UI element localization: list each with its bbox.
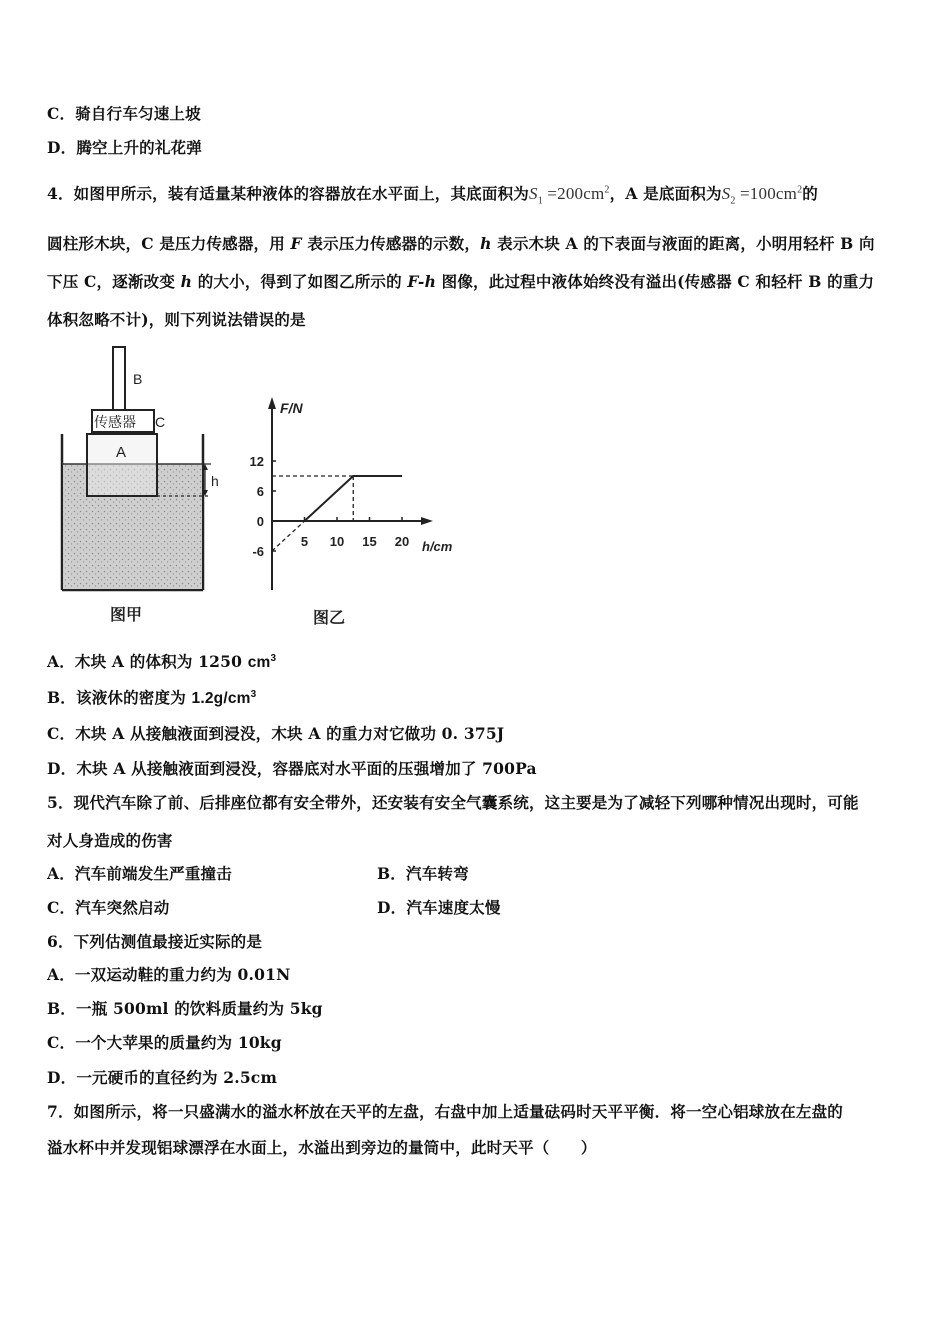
label-b: B [133,371,143,387]
q3-option-c: C．骑自行车匀速上坡 [47,104,201,123]
x-tick-label: 10 [329,534,345,549]
q4-option-d: D．木块 A 从接触液面到浸没，容器底对水平面的压强增加了 700Pa [47,759,537,778]
label-a: A [116,444,127,461]
q5-stem-line1: 5．现代汽车除了前、后排座位都有安全带外，还安装有安全气囊系统，这主要是为了减轻下列哪种情况出现时，可能 [47,793,859,812]
q4-stem-line3: 下压 C，逐渐改变 h 的大小，得到了如图乙所示的 F-h 图像，此过程中液体始终没有溢出(传感器 C 和轻杆 B 的重力 [47,272,875,291]
q7-stem-line2: 溢水杯中并发现铝球漂浮在水面上，水溢出到旁边的量筒中，此时天平（ ） [47,1138,597,1157]
y-axis-arrow [268,397,276,409]
q6-stem: 6．下列估测值最接近实际的是 [47,932,263,951]
q6-option-b: B．一瓶 500ml 的饮料质量约为 5kg [47,999,323,1018]
q4-option-b: B．该液休的密度为 $1.2g/cm^3$ [47,688,257,707]
x-tick-label: 15 [362,534,377,549]
q3-option-d: D．腾空上升的礼花弹 [47,138,202,157]
q4-option-c: C．木块 A 从接触液面到浸没，木块 A 的重力对它做功 0. 375J [47,724,505,743]
q6-option-d: D．一元硬币的直径约为 2.5cm [47,1068,278,1087]
q5-option-a: A．汽车前端发生严重撞击 [47,864,232,883]
x-axis-arrow [421,517,433,525]
label-sensor: 传感器 [94,414,136,430]
s1-formula: $S_1 =200cm^2$ [529,184,610,207]
caption-figure-a: 图甲 [110,607,143,624]
y-tick-label: -6 [252,544,264,559]
q5-option-b: B．汽车转弯 [377,864,469,883]
q4-stem-line4: 体积忽略不计)，则下列说法错误的是 [47,310,306,329]
q5-stem-line2: 对人身造成的伤害 [47,831,173,850]
label-c: C [155,414,166,430]
q6-option-c: C．一个大苹果的质量约为 10kg [47,1033,282,1052]
rod-b [113,347,125,410]
y-tick-label: 6 [256,484,264,499]
x-tick-label: 5 [300,534,309,549]
figure-a-container-diagram [55,342,225,632]
q4-stem-line2: 圆柱形木块，C 是压力传感器，用 F 表示压力传感器的示数，h 表示木块 A 的下表面与液面的距离，小明用轻杆 B 向 [47,234,875,253]
s2-formula: $S_2 =100cm^2$ [721,184,803,207]
series-dashed-extension [272,521,305,551]
q4-stem-line1: 4．如图甲所示，装有适量某种液体的容器放在水平面上，其底面积为$S_1 =200cm^2$，A 是底面积为$S_2 =100cm^2$的 [47,184,818,207]
q5-option-c: C．汽车突然启动 [47,898,170,917]
q4-option-a: A．木块 A 的体积为 1250 $cm^3$ [47,652,277,671]
q5-option-d: D．汽车速度太慢 [377,898,501,917]
y-axis-label: F/N [280,400,303,416]
q7-stem-line1: 7．如图所示，将一只盛满水的溢水杯放在天平的左盘，右盘中加上适量砝码时天平平衡．将一空心铝球放在左盘的 [47,1102,843,1121]
x-tick-label: 20 [394,534,410,549]
y-tick-label: 0 [256,514,264,529]
figure-b-fh-graph [235,385,465,630]
q6-option-a: A．一双运动鞋的重力约为 0.01N [47,965,291,984]
x-axis-label: h/cm [422,539,453,554]
caption-figure-b: 图乙 [313,610,346,627]
label-h: h [211,473,219,489]
y-tick-label: 12 [249,454,264,469]
